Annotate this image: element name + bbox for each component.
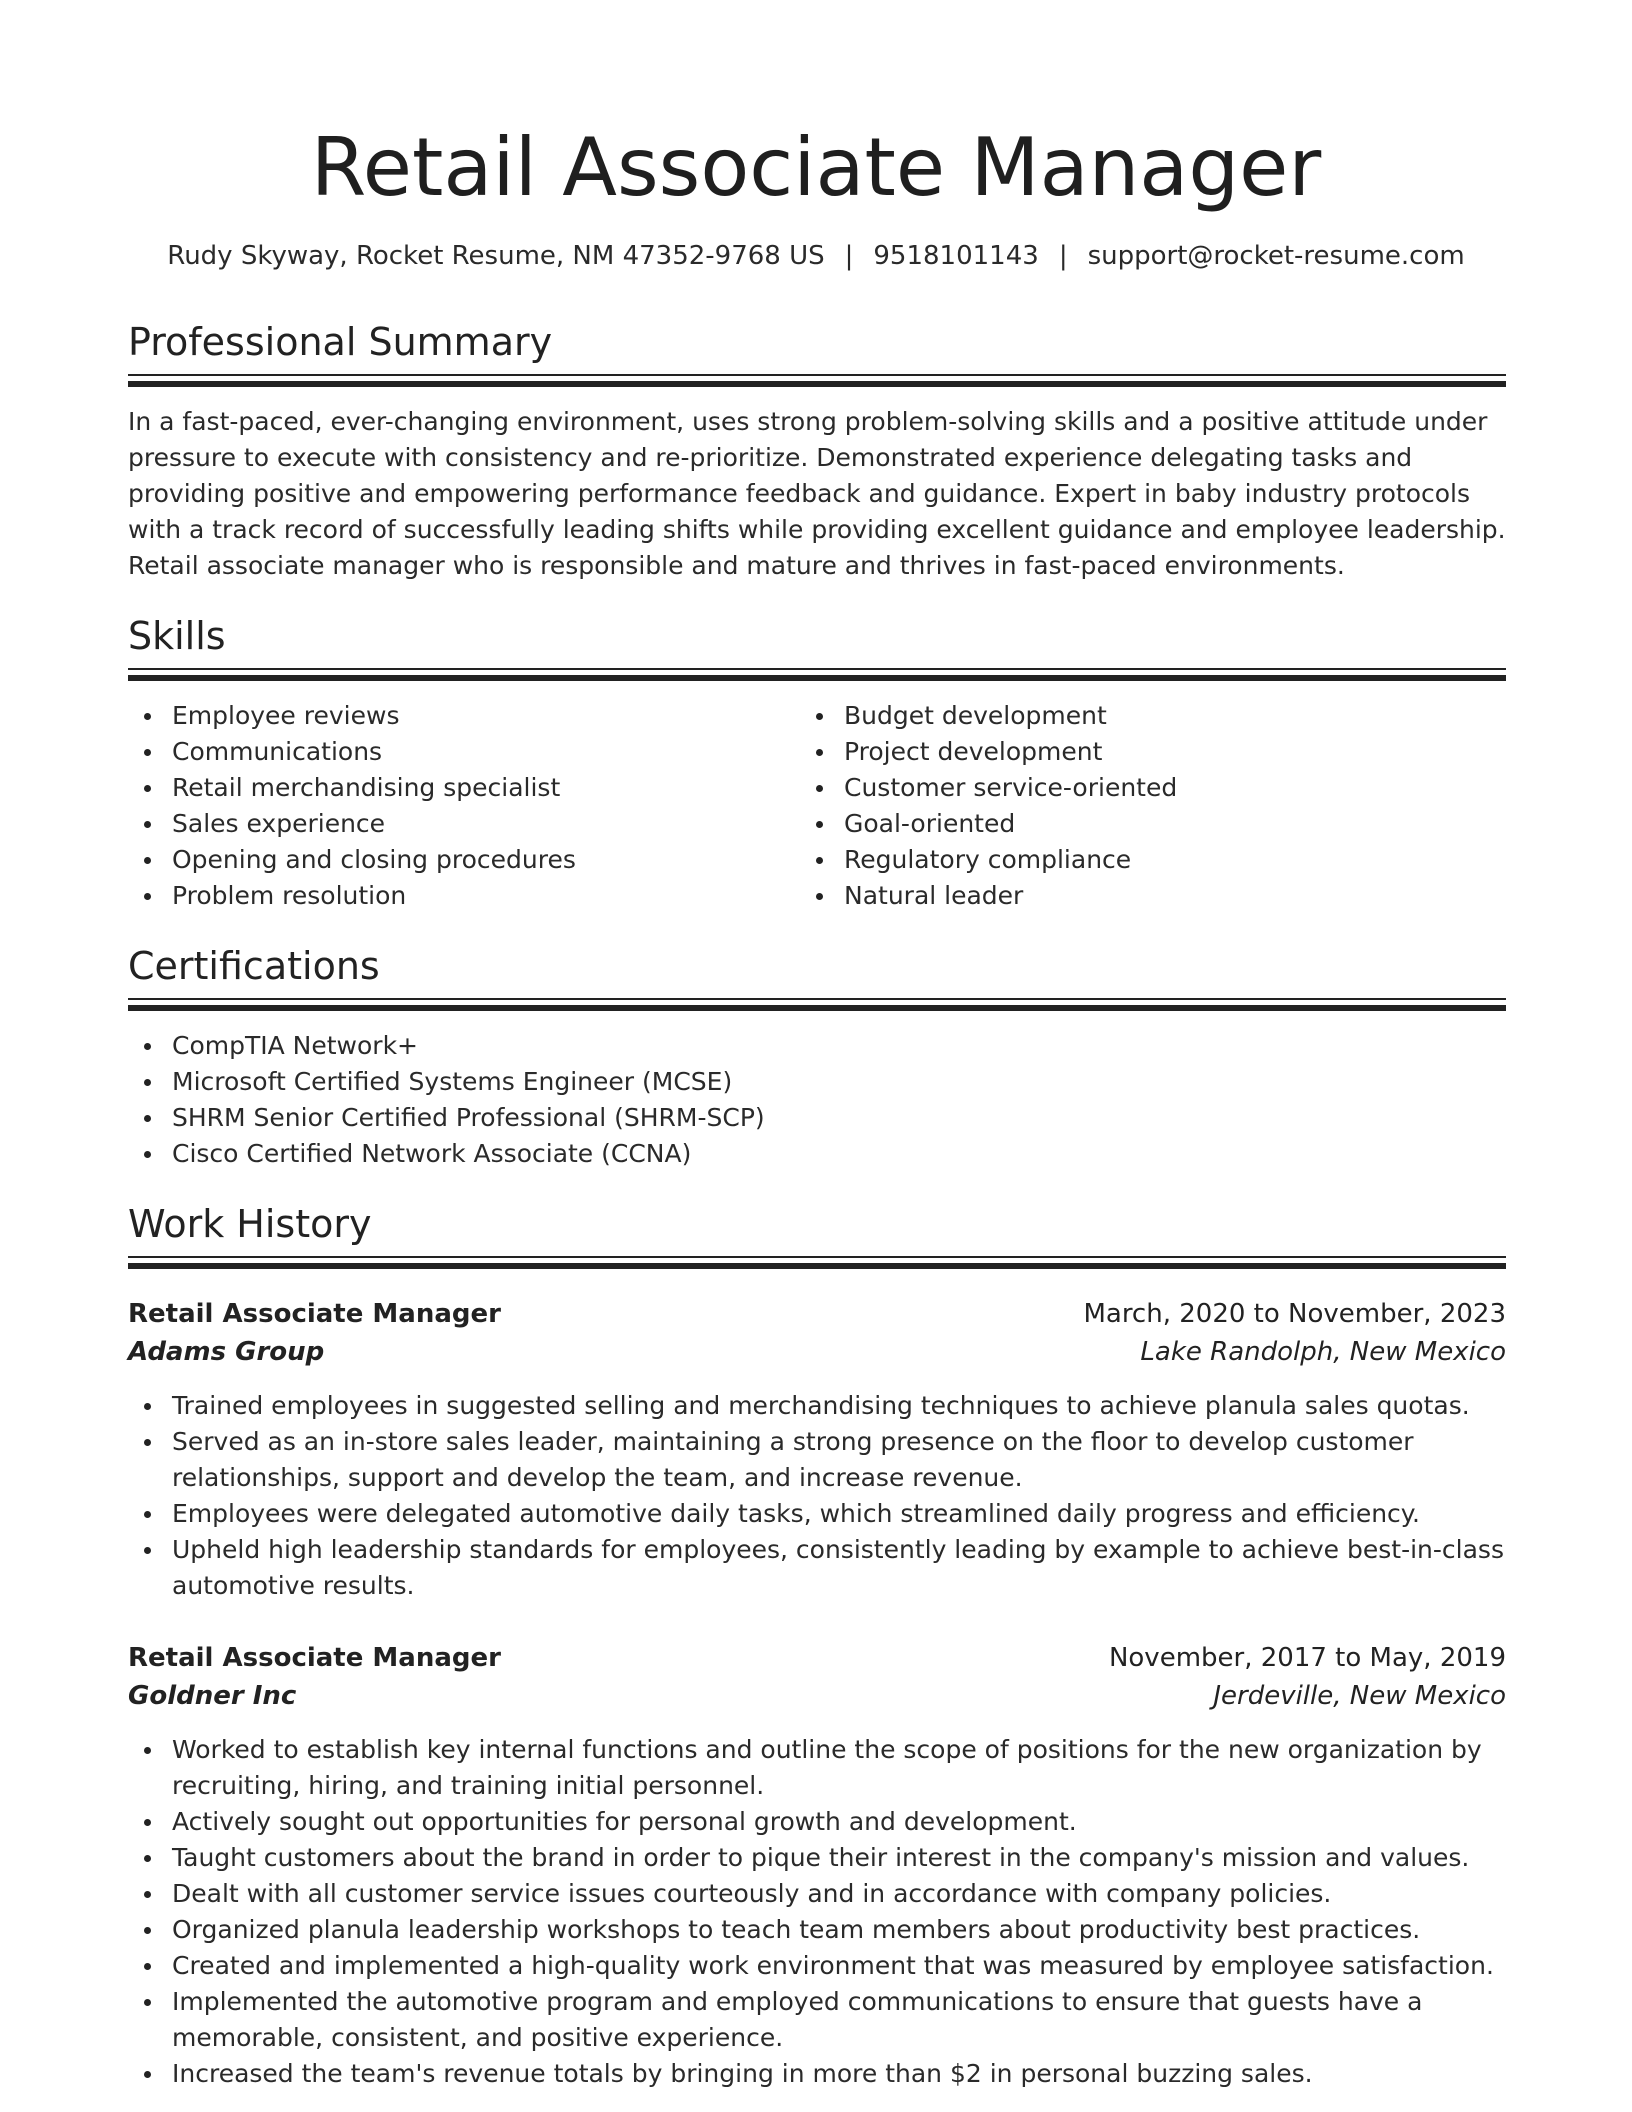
skill-item: Budget development xyxy=(844,698,1484,734)
job-bullet: Organized planula leadership workshops to teach team members about productivity best practices. xyxy=(172,1912,1506,1948)
job-company: Adams Group xyxy=(128,1337,325,1367)
certification-item: SHRM Senior Certified Professional (SHRM-SCP) xyxy=(172,1100,1502,1136)
job-bullet: Actively sought out opportunities for personal growth and development. xyxy=(172,1804,1506,1840)
skill-item: Project development xyxy=(844,734,1484,770)
certifications-heading: Certifications xyxy=(128,944,380,988)
skill-item: Communications xyxy=(172,734,812,770)
skill-item: Opening and closing procedures xyxy=(172,842,812,878)
job-dates: March, 2020 to November, 2023 xyxy=(1083,1299,1506,1329)
job-bullets xyxy=(128,1388,1506,1604)
skill-item: Customer service-oriented xyxy=(844,770,1484,806)
job-bullets xyxy=(128,1732,1506,2092)
job-bullet: Served as an in-store sales leader, maintaining a strong presence on the floor to develop customer relationships, support and develop the team, and increase revenue. xyxy=(172,1424,1506,1496)
job-company: Goldner Inc xyxy=(128,1681,297,1711)
summary-heading: Professional Summary xyxy=(128,320,553,364)
skills-list-right xyxy=(800,698,1484,914)
skill-item: Goal-oriented xyxy=(844,806,1484,842)
contact-phone: 9518101143 xyxy=(873,241,1039,271)
skill-item: Sales experience xyxy=(172,806,812,842)
job-dates: November, 2017 to May, 2019 xyxy=(1108,1643,1506,1673)
job-bullet: Created and implemented a high-quality work environment that was measured by employee satisfaction. xyxy=(172,1948,1506,1984)
skill-item: Regulatory compliance xyxy=(844,842,1484,878)
skills-heading: Skills xyxy=(128,614,226,658)
skills-divider xyxy=(128,668,1506,682)
job-bullet: Employees were delegated automotive daily tasks, which streamlined daily progress and efficiency. xyxy=(172,1496,1506,1532)
skill-item: Natural leader xyxy=(844,878,1484,914)
job-bullet: Implemented the automotive program and employed communications to ensure that guests have a memorable, consistent, and positive experience. xyxy=(172,1984,1506,2056)
job-title: Retail Associate Manager xyxy=(128,1643,501,1673)
work-history-divider xyxy=(128,1256,1506,1270)
certification-item: CompTIA Network+ xyxy=(172,1028,1502,1064)
job-bullet: Taught customers about the brand in order to pique their interest in the company's mission and values. xyxy=(172,1840,1506,1876)
job-location: Jerdeville, New Mexico xyxy=(1213,1681,1506,1711)
summary-text: In a fast-paced, ever-changing environment, uses strong problem-solving skills and a positive attitude under pressure to execute with consistency and re-prioritize. Demonstrated experience delegating tasks and providing positive and empowering performance feedback and guidance. Expert in baby industry protocols with a track record of successfully leading shifts while providing excellent guidance and employee leadership. Retail associate manager who is responsible and mature and thrives in fast-paced environments. xyxy=(128,407,1506,580)
job-bullet: Upheld high leadership standards for employees, consistently leading by example to achieve best-in-class automotive results. xyxy=(172,1532,1506,1604)
skill-item: Retail merchandising specialist xyxy=(172,770,812,806)
job-location: Lake Randolph, New Mexico xyxy=(1140,1337,1506,1367)
job-bullet: Worked to establish key internal functions and outline the scope of positions for the new organization by recruiting, hiring, and training initial personnel. xyxy=(172,1732,1506,1804)
job-title: Retail Associate Manager xyxy=(128,1299,501,1329)
certifications-list xyxy=(128,1028,1502,1172)
summary-divider xyxy=(128,374,1506,388)
skill-item: Problem resolution xyxy=(172,878,812,914)
job-bullet: Trained employees in suggested selling and merchandising techniques to achieve planula sales quotas. xyxy=(172,1388,1506,1424)
certification-item: Microsoft Certified Systems Engineer (MCSE) xyxy=(172,1064,1502,1100)
job-bullet: Increased the team's revenue totals by bringing in more than $2 in personal buzzing sales. xyxy=(172,2056,1506,2092)
contact-separator: | xyxy=(1058,241,1068,271)
skill-item: Employee reviews xyxy=(172,698,812,734)
certification-item: Cisco Certified Network Associate (CCNA) xyxy=(172,1136,1502,1172)
certifications-divider xyxy=(128,998,1506,1012)
contact-address: Rudy Skyway, Rocket Resume, NM 47352-9768 US xyxy=(167,241,825,271)
contact-separator: | xyxy=(844,241,854,271)
skills-list-left xyxy=(128,698,812,914)
resume-name: Retail Associate Manager xyxy=(310,121,1322,214)
contact-email[interactable]: support@rocket-resume.com xyxy=(1087,241,1465,271)
job-bullet: Dealt with all customer service issues courteously and in accordance with company policies. xyxy=(172,1876,1506,1912)
contact-line xyxy=(0,238,1632,274)
work-history-heading: Work History xyxy=(128,1202,372,1246)
